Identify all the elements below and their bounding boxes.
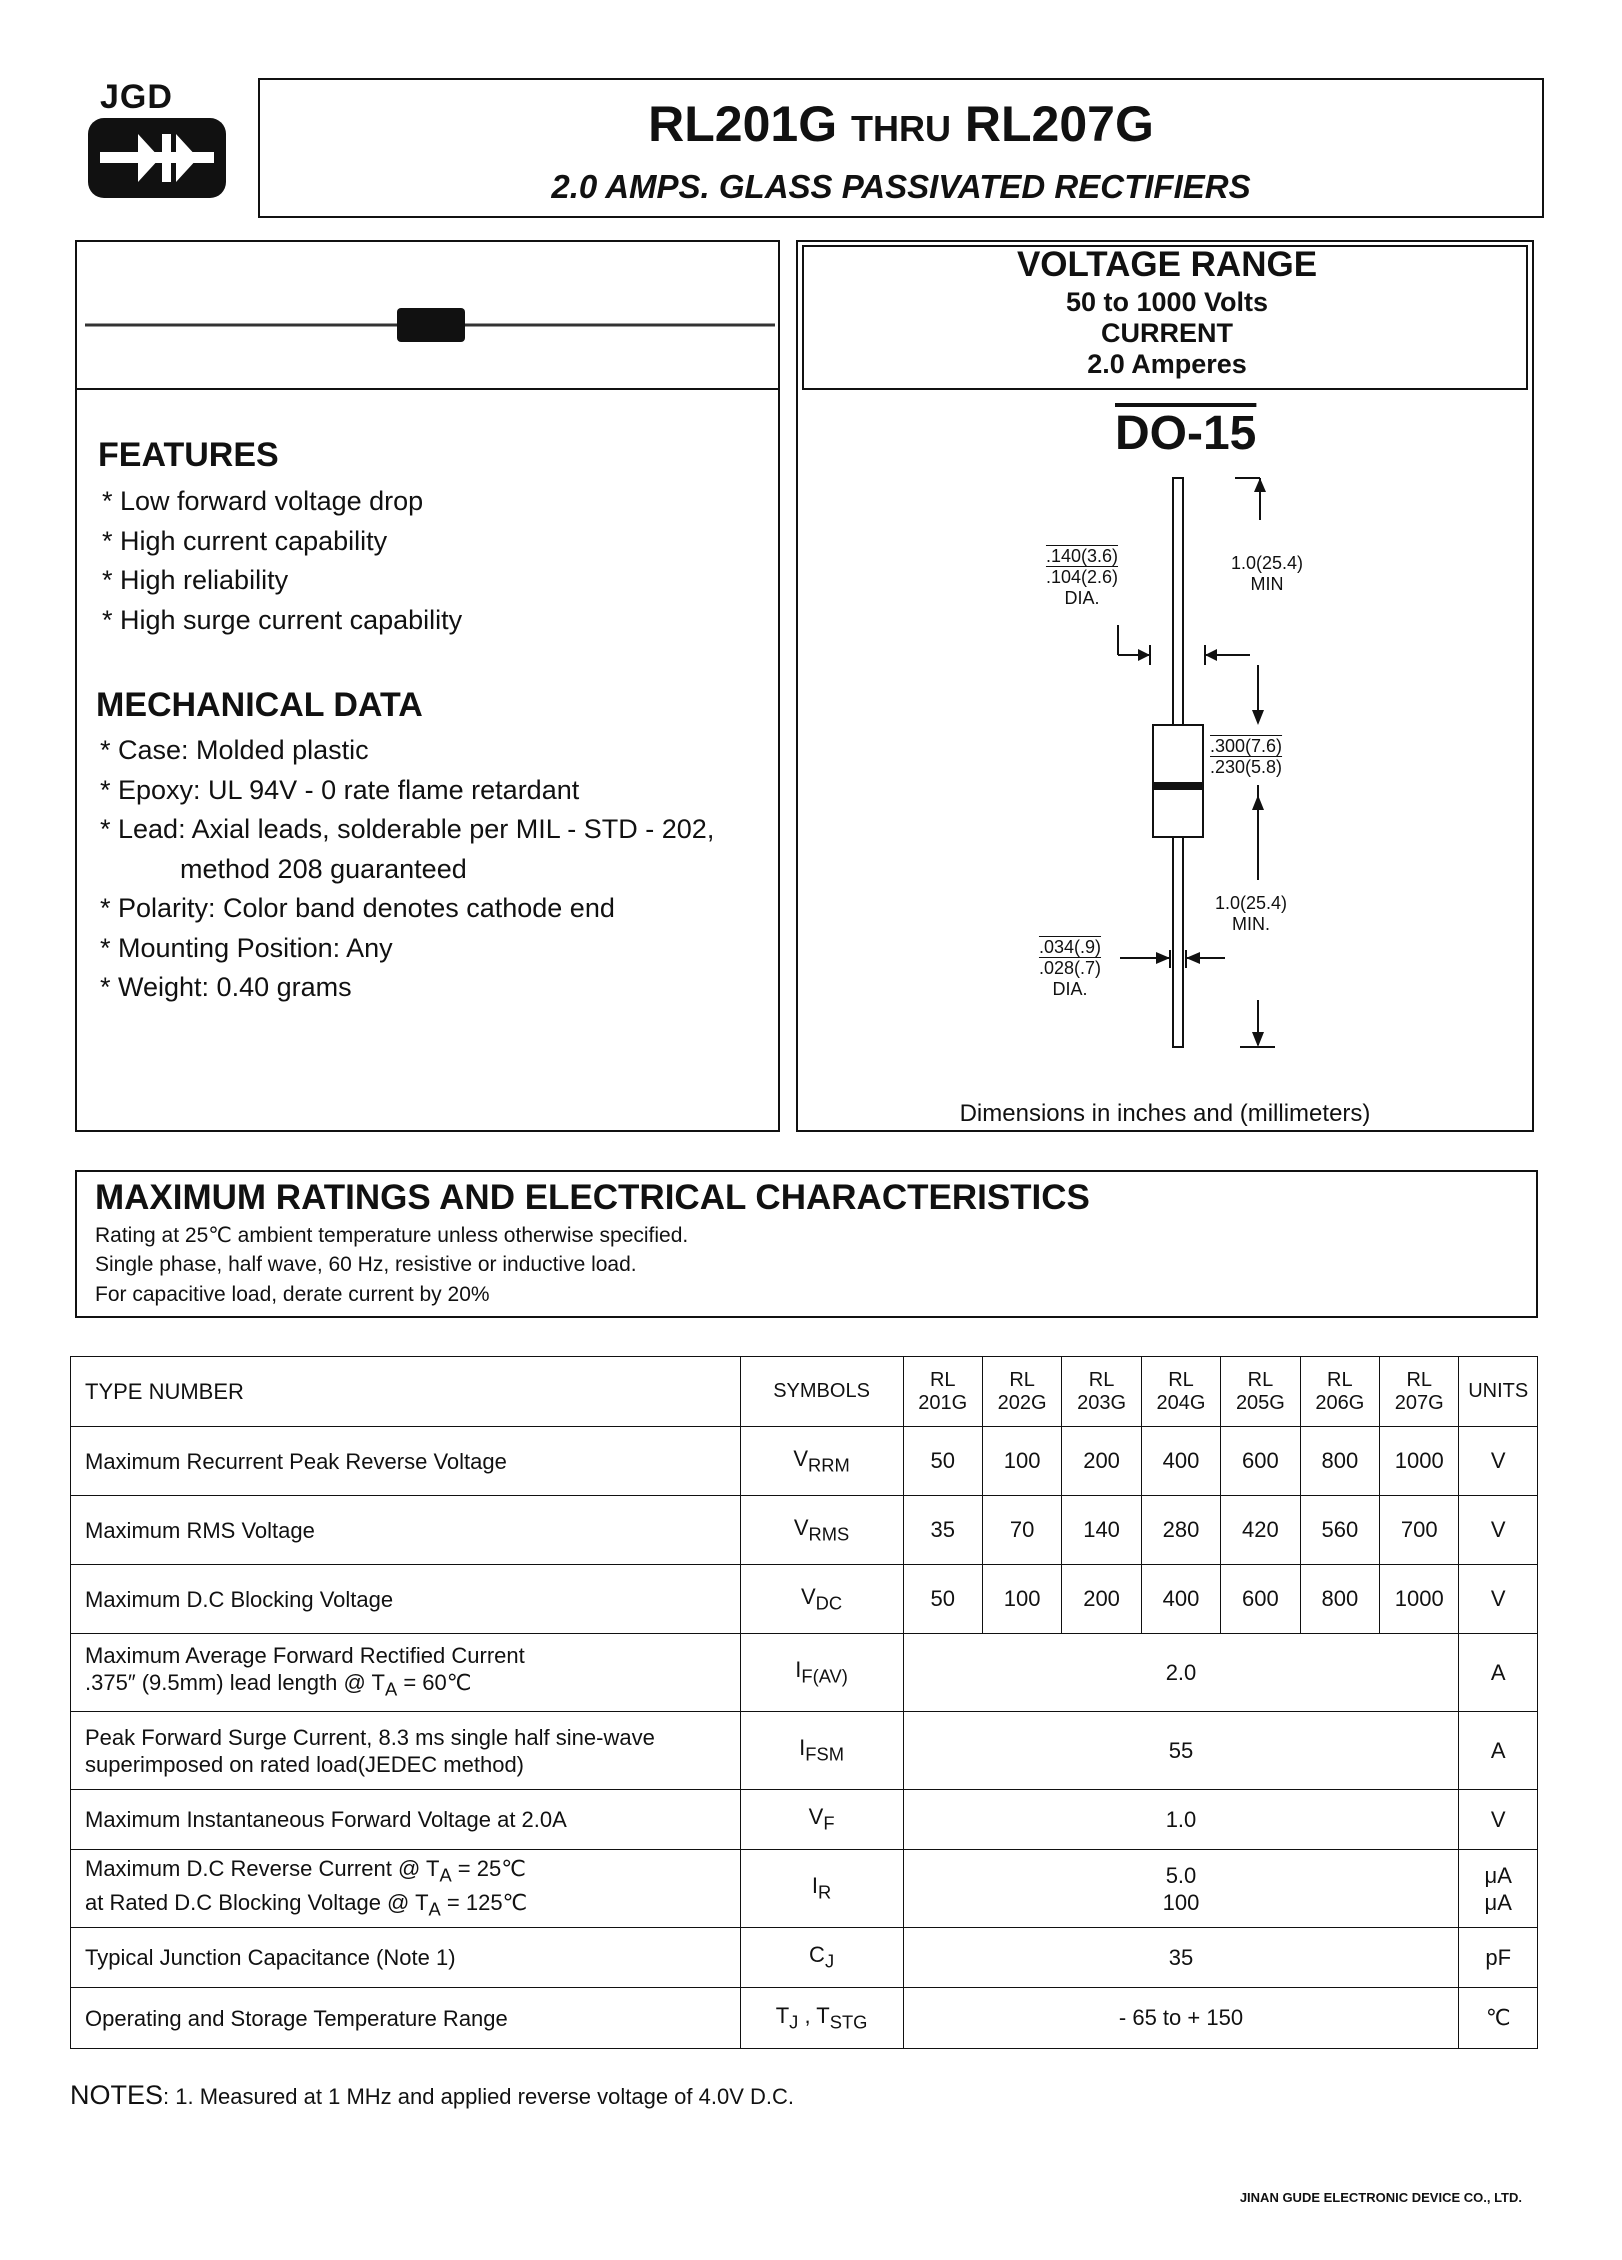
- list-item: * Lead: Axial leads, solderable per MIL - STD - 202,: [100, 814, 715, 844]
- list-item: * Polarity: Color band denotes cathode end: [100, 893, 615, 923]
- notes-text: : 1. Measured at 1 MHz and applied reverse voltage of 4.0V D.C.: [163, 2084, 795, 2109]
- col-type-number: TYPE NUMBER: [71, 1357, 741, 1427]
- notes-label: NOTES: [70, 2080, 164, 2110]
- dia-label: DIA.: [1064, 588, 1100, 608]
- features-heading: FEATURES: [98, 436, 279, 474]
- thru-label: THRU: [851, 108, 951, 149]
- part-from: RL201G: [648, 96, 838, 152]
- panel-divider: [75, 388, 780, 390]
- voltage-range-heading: VOLTAGE RANGE: [1016, 245, 1318, 284]
- body-length-label: [1210, 736, 1310, 778]
- table-row: Maximum Recurrent Peak Reverse Voltage $V_{RRM}$ 50 100 200 400 600 800 1000 V: [71, 1427, 1538, 1496]
- ratings-line: Rating at 25℃ ambient temperature unless otherwise specified.: [95, 1224, 689, 1247]
- list-item: * Low forward voltage drop: [102, 486, 424, 516]
- ratings-line: Single phase, half wave, 60 Hz, resistive or inductive load.: [95, 1253, 637, 1276]
- table-header-row: [71, 1357, 1538, 1427]
- current-label: CURRENT: [1101, 318, 1233, 348]
- list-item: * Epoxy: UL 94V - 0 rate flame retardant: [100, 774, 580, 805]
- col-part: RL 207G: [1380, 1357, 1459, 1427]
- col-part: RL 201G: [903, 1357, 982, 1427]
- features-list: [102, 482, 462, 640]
- lead-dia-min: .028(.7): [1038, 958, 1102, 978]
- col-symbols: SYMBOLS: [740, 1357, 903, 1427]
- lead-length-value: 1.0(25.4): [1214, 893, 1288, 913]
- mechanical-heading: MECHANICAL DATA: [96, 686, 423, 724]
- col-part: RL 204G: [1141, 1357, 1220, 1427]
- company-logo-text: JGD: [100, 78, 173, 116]
- table-row: Maximum D.C Reverse Current @ $T_A$ = 25℃ at Rated D.C Blocking Voltage @ $T_A$ = 125℃ $I_R$ 5.0 100 μA μA: [71, 1850, 1538, 1928]
- diode-logo-icon: [88, 118, 226, 198]
- col-part: RL 202G: [982, 1357, 1061, 1427]
- mechanical-list: [100, 731, 714, 1008]
- list-item: * Mounting Position: Any: [100, 932, 393, 963]
- body-dia-min: .104(2.6): [1045, 567, 1119, 587]
- table-row: Operating and Storage Temperature Range $T_J$ , $T_{STG}$ - 65 to + 150 ℃: [71, 1988, 1538, 2049]
- table-row: Maximum Average Forward Rectified Current .375″ (9.5mm) lead length @ $T_A$ = 60℃ $I_{F(AV)}$ 2.0 A: [71, 1634, 1538, 1712]
- list-item: * Weight: 0.40 grams: [100, 972, 352, 1002]
- ratings-heading: MAXIMUM RATINGS AND ELECTRICAL CHARACTERISTICS: [95, 1178, 1090, 1217]
- body-dia-max: .140(3.6): [1045, 546, 1119, 566]
- body-diameter-label: [1032, 546, 1132, 609]
- page-title: [258, 95, 1544, 153]
- table-row: Peak Forward Surge Current, 8.3 ms single half sine-wave superimposed on rated load(JEDEC method) $I_{FSM}$ 55 A: [71, 1712, 1538, 1790]
- lead-diameter-label: [1020, 937, 1120, 1000]
- lead-length-bottom-label: [1196, 893, 1306, 935]
- min-label: MIN.: [1232, 914, 1270, 934]
- ratings-line: For capacitive load, derate current by 20%: [95, 1283, 490, 1306]
- col-units: UNITS: [1459, 1357, 1538, 1427]
- current-value: 2.0 Amperes: [1087, 349, 1247, 379]
- body-len-min: .230(5.8): [1210, 757, 1283, 777]
- table-row: Typical Junction Capacitance (Note 1) $C_J$ 35 pF: [71, 1928, 1538, 1988]
- part-to: RL207G: [964, 96, 1154, 152]
- diode-photo-icon: [85, 305, 775, 345]
- col-part: RL 203G: [1062, 1357, 1141, 1427]
- ratings-table: [70, 1356, 1538, 2049]
- table-row: Maximum RMS Voltage $V_{RMS}$ 35 70 140 280 420 560 700 V: [71, 1496, 1538, 1565]
- list-item: * High surge current capability: [102, 604, 463, 635]
- list-item: method 208 guaranteed: [180, 853, 467, 884]
- dimensions-note: Dimensions in inches and (millimeters): [959, 1100, 1371, 1127]
- list-item: * High current capability: [102, 525, 388, 556]
- table-row: Maximum Instantaneous Forward Voltage at 2.0A $V_F$ 1.0 V: [71, 1790, 1538, 1850]
- list-item: * High reliability: [102, 565, 289, 595]
- min-label: MIN: [1250, 574, 1284, 594]
- lead-length-top-label: [1212, 553, 1322, 595]
- dia-label: DIA.: [1052, 979, 1088, 999]
- lead-dia-max: .034(.9): [1038, 937, 1102, 957]
- page-subtitle: 2.0 AMPS. GLASS PASSIVATED RECTIFIERS: [551, 168, 1251, 205]
- body-len-max: .300(7.6): [1210, 736, 1283, 756]
- package-name: DO-15: [1115, 407, 1257, 460]
- col-part: RL 206G: [1300, 1357, 1379, 1427]
- table-row: Maximum D.C Blocking Voltage $V_{DC}$ 50 100 200 400 600 800 1000 V: [71, 1565, 1538, 1634]
- col-part: RL 205G: [1221, 1357, 1300, 1427]
- list-item: * Case: Molded plastic: [100, 735, 369, 765]
- notes: [70, 2080, 794, 2111]
- company-footer: JINAN GUDE ELECTRONIC DEVICE CO., LTD.: [1239, 2190, 1522, 2205]
- lead-length-value: 1.0(25.4): [1230, 553, 1304, 573]
- voltage-range-value: 50 to 1000 Volts: [1065, 287, 1269, 317]
